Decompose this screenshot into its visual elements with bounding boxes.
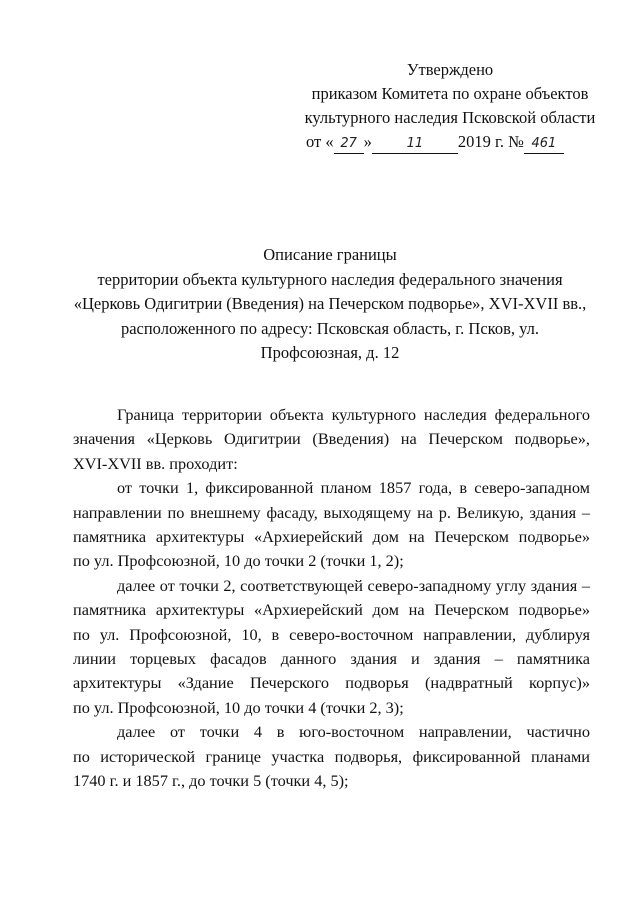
title-line: «Церковь Одигитрии (Введения) на Печерском подворье», XVI-XVII вв., [73,294,587,313]
approval-date-line [290,130,610,154]
title-line: территории объекта культурного наследия федерального значения [97,269,563,289]
title-line: расположенного по адресу: Псковская область, г. Псков, ул. [120,318,540,338]
paragraph-intro [73,403,590,476]
text-line: по ул. Профсоюзной, 10, в северо-восточном направлении, дублируя [73,624,590,644]
approval-order-line: приказом Комитета по охране объектов [311,84,589,103]
text-line: по исторической границе участка подворья, фиксированной планами [73,746,590,766]
title-line: Описание границы [263,245,397,264]
approval-stamp [290,58,610,154]
text-line: памятника архитектуры «Архиерейский дом на Печерском подворье» [73,527,590,547]
text-line: по ул. Профсоюзной, 10 до точки 2 (точки 1, 2); [73,551,404,571]
title-line: Профсоюзная, д. 12 [260,343,400,362]
text-line: линии торцевых фасадов данного здания и здания – памятника [73,649,590,669]
date-mid: » [363,132,372,151]
text-line: от точки 1, фиксированной планом 1857 года, в северо-западном [117,478,590,498]
text-line: XVI-XVII вв. проходит: [73,453,238,473]
paragraph-point-4 [73,720,590,793]
text-line: архитектуры «Здание Печерского подворья (надвратный корпус)» [73,673,590,693]
date-year: 2019 г. № [457,132,524,151]
order-number-handwritten: 461 [524,135,564,154]
date-day-handwritten: 27 [334,135,364,154]
paragraph-point-2 [73,574,590,720]
document-body [73,403,590,794]
text-line: 1740 г. и 1857 г., до точки 5 (точки 4, 5); [73,771,349,791]
text-line: по ул. Профсоюзной, 10 до точки 4 (точки 2, 3); [73,697,404,717]
text-line: далее от точки 2, соответствующей северо-западному углу здания – [117,575,590,595]
text-line: далее от точки 4 в юго-восточном направлении, частично [117,722,590,742]
text-line: значения «Церковь Одигитрии (Введения) на Печерском подворье», [73,429,590,449]
date-month-handwritten: 11 [372,135,458,154]
text-line: памятника архитектуры «Архиерейский дом на Печерском подворье» [73,600,590,620]
approval-heading: Утверждено [406,60,494,79]
approval-committee-line: культурного наследия Псковской области [304,108,596,127]
document-title [60,243,600,366]
text-line: Граница территории объекта культурного наследия федерального [117,405,590,424]
paragraph-point-1 [73,476,590,574]
text-line: направлении по внешнему фасаду, выходящему на р. Великую, здания – [73,502,590,522]
date-prefix: от « [306,132,334,151]
